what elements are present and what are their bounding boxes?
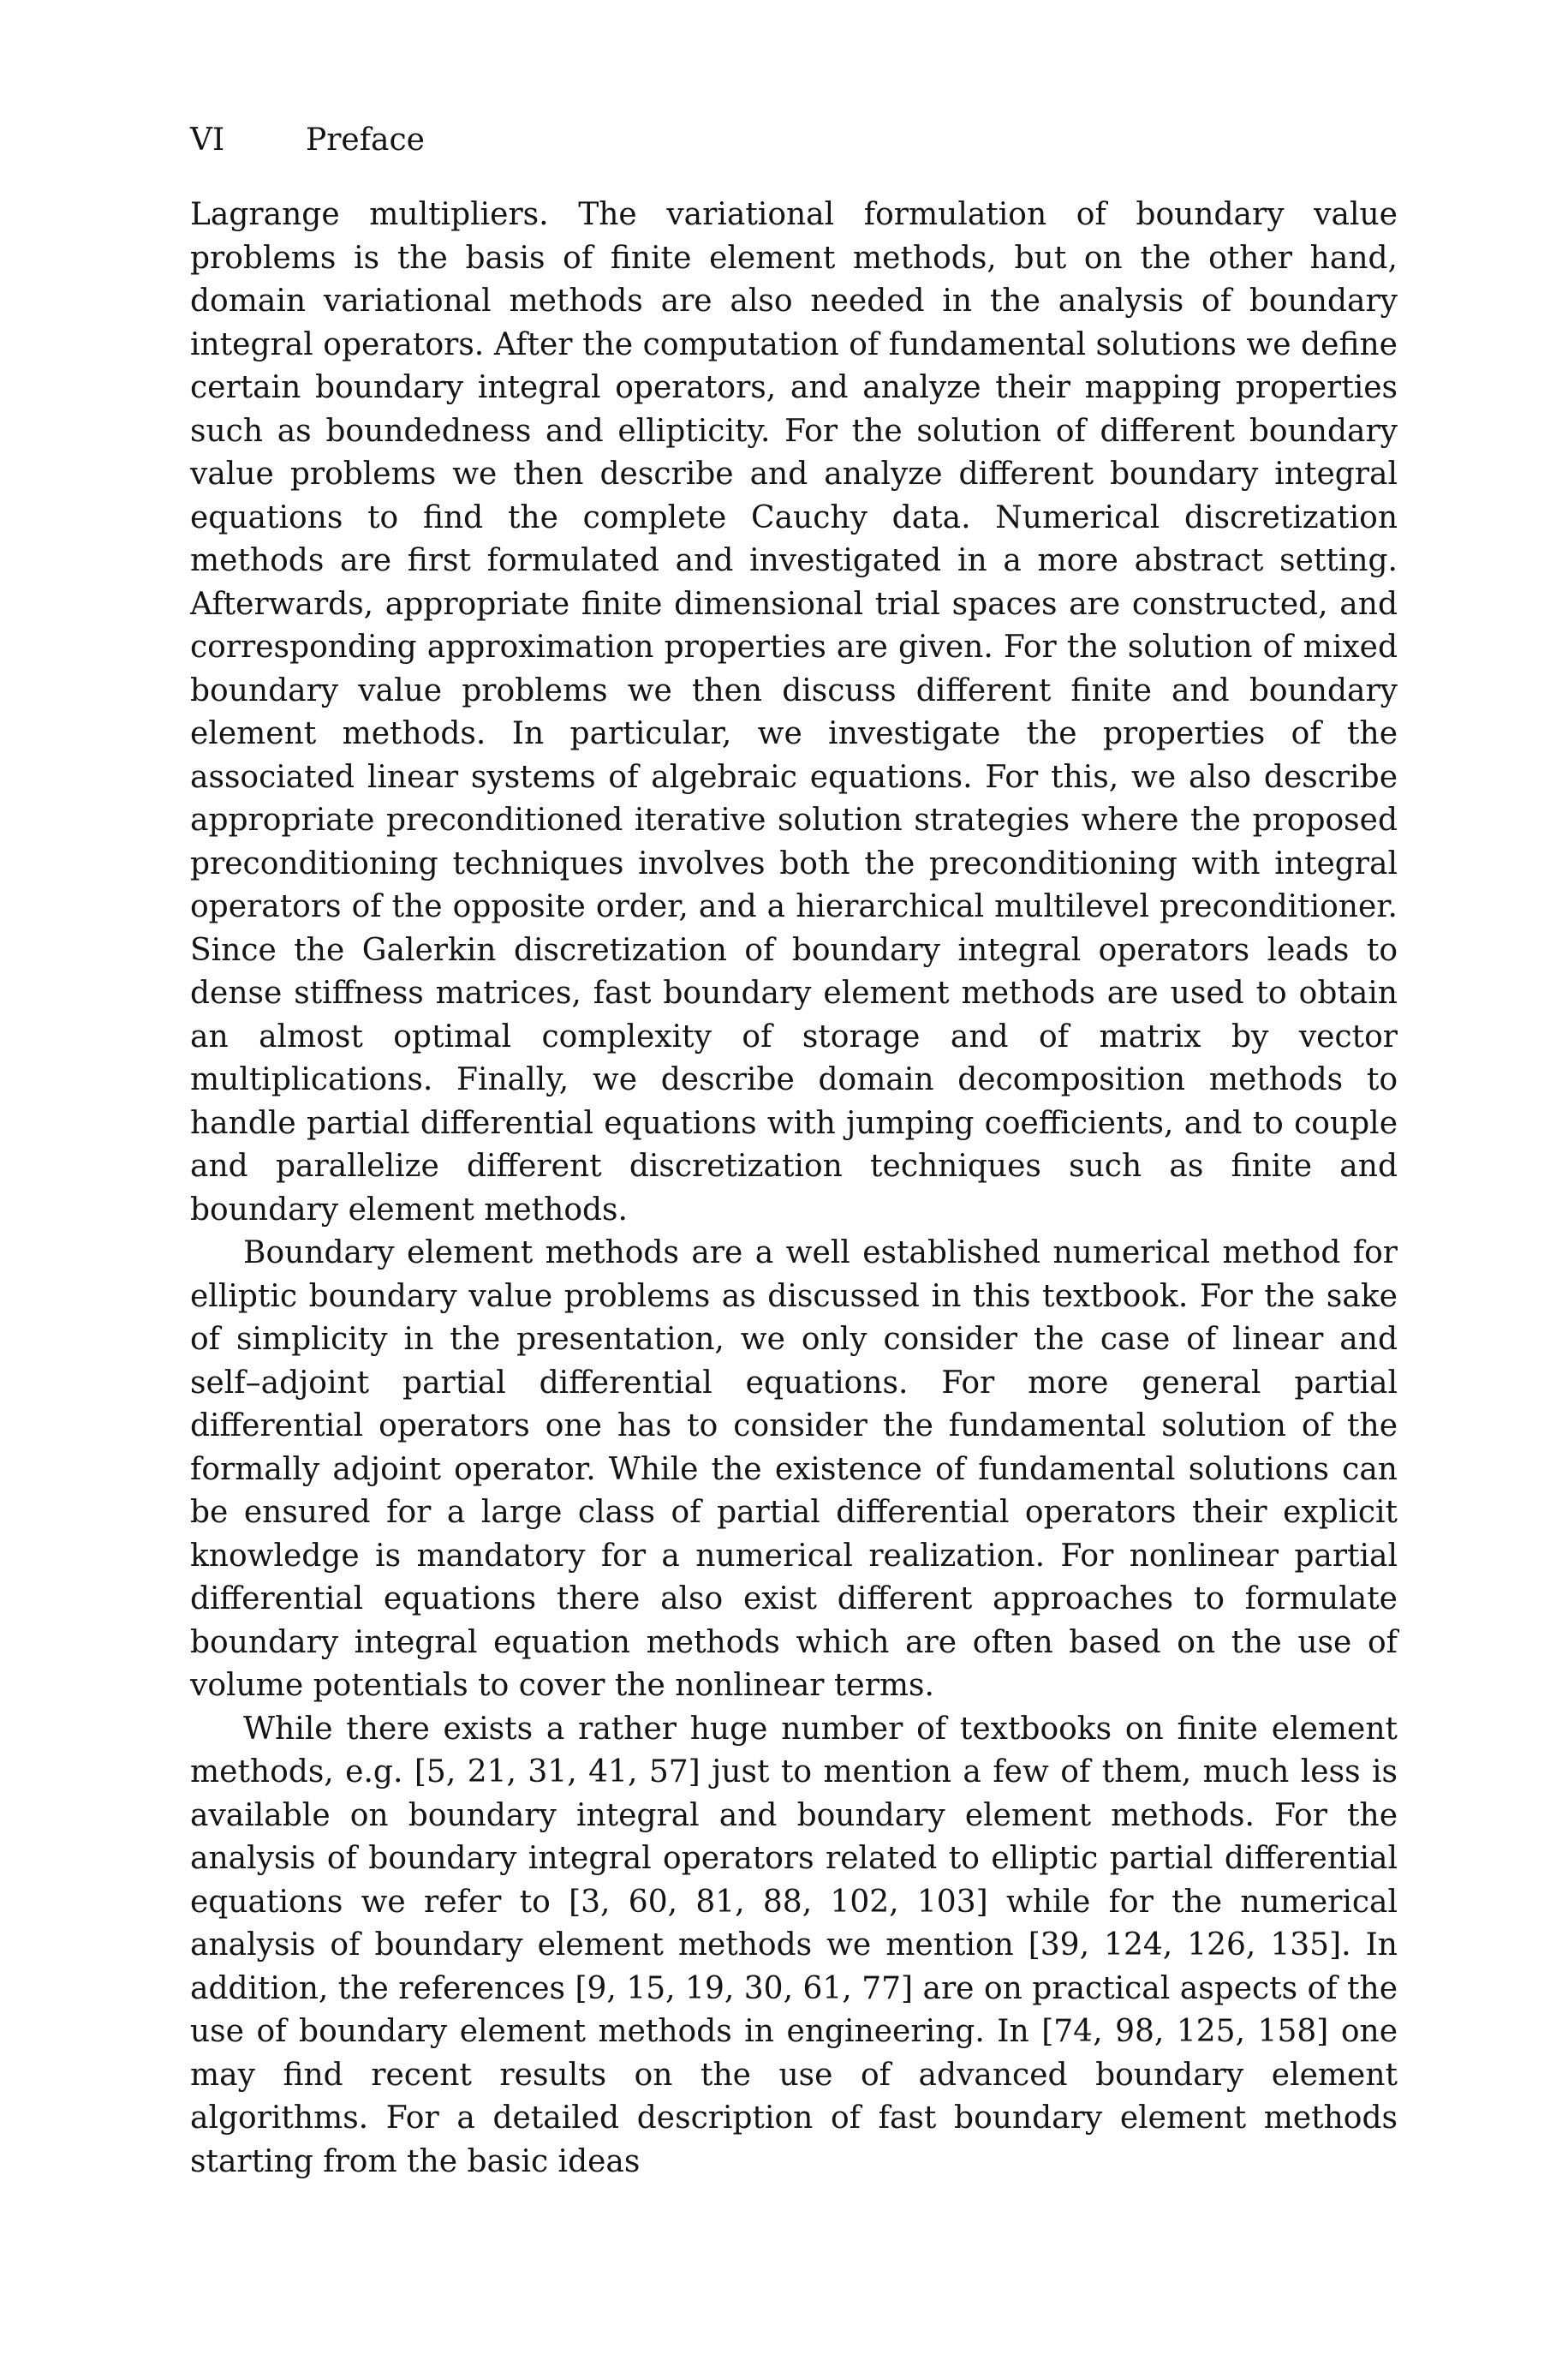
paragraph-textbooks-references: While there exists a rather huge number of textbooks on finite element methods, e.g. [5, 21, 31, 41, 57] just to mention a few of them, much less is available on boundary integral and boundary element methods. For the analysis of boundary integral operators related to elliptic partial differential equations we refer to [3, 60, 81, 88, 102, 103] while for the numerical analysis of boundary element methods we mention [39, 124, 126, 135]. In addition, the references [9, 15, 19, 30, 61, 77] are on practical aspects of the use of boundary element methods in engineering. In [74, 98, 125, 158] one may find recent results on the use of advanced boundary element algorithms. For a detailed description of fast boundary element methods starting from the basic ideas [190, 1711, 1398, 2179]
paragraph-boundary-element-methods: Boundary element methods are a well established numerical method for elliptic boundary value problems as discussed in this textbook. For the sake of simplicity in the presentation, we only consider the case of linear and self–adjoint partial differential equations. For more general partial differential operators one has to consider the fundamental solution of the formally adjoint operator. While the existence of fundamental solutions can be ensured for a large class of partial differential operators their explicit knowledge is mandatory for a numerical realization. For nonlinear partial differential equations there also exist different approaches to formulate boundary integral equation methods which are often based on the use of volume potentials to cover the nonlinear terms. [190, 1235, 1398, 1703]
section-title: Preface [306, 122, 425, 158]
paragraph-continuation: Lagrange multipliers. The variational formulation of boundary value problems is the basis of finite element methods, but on the other hand, domain variational methods are also needed in the analysis of boundary integral operators. After the computation of fundamental solutions we define certain boundary integral operators, and analyze their mapping properties such as boundedness and ellipticity. For the solution of different boundary value problems we then describe and analyze different boundary integral equations to find the complete Cauchy data. Numerical discretization methods are first formulated and investigated in a more abstract setting. Afterwards, appropriate finite dimensional trial spaces are constructed, and corresponding approximation properties are given. For the solution of mixed boundary value problems we then discuss different finite and boundary element methods. In particular, we investigate the properties of the associated linear systems of algebraic equations. For this, we also describe appropriate preconditioned iterative solution strategies where the proposed preconditioning techniques involves both the preconditioning with integral operators of the opposite order, and a hierarchical multilevel preconditioner. Since the Galerkin discretization of boundary integral operators leads to dense stiffness matrices, fast boundary element methods are used to obtain an almost optimal complexity of storage and of matrix by vector multiplications. Finally, we describe domain decomposition methods to handle partial differential equations with jumping coefficients, and to couple and parallelize different discretization techniques such as finite and boundary element methods. [190, 197, 1398, 1228]
page-number: VI [190, 122, 225, 158]
body-text [190, 194, 1398, 2184]
book-page [190, 120, 1398, 2184]
running-head [190, 120, 1398, 161]
